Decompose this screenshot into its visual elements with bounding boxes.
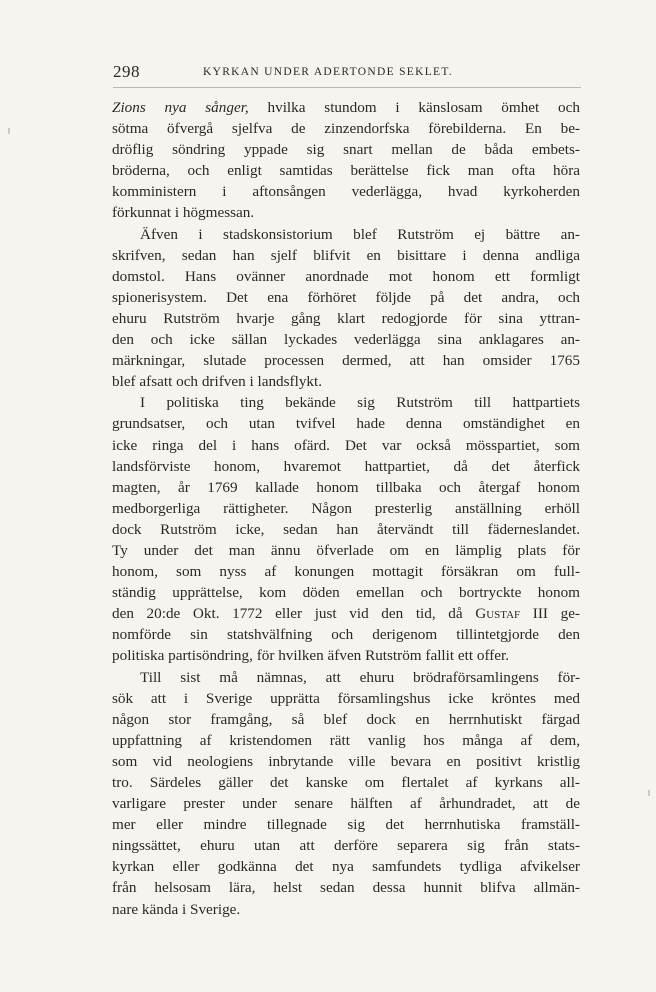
scan-speck	[8, 128, 10, 134]
text-line: icke ringa del i hans ofärd. Det var också mösspartiet, som	[112, 436, 580, 454]
text-line: sök att i Sverige upprätta församlingshus icke kröntes med	[112, 689, 580, 707]
text-line: blef afsatt och drifven i landsflykt.	[112, 373, 323, 391]
text-line: landsförviste honom, hvaremot hattpartiet, då det återfick	[112, 457, 580, 475]
scan-speck	[648, 790, 650, 796]
text-line: den 20:de Okt. 1772 eller just vid den tid, då Gustaf III ge-	[112, 605, 580, 623]
text-line: Zions nya sånger, hvilka stundom i känslosam ömhet och	[112, 99, 580, 116]
text-line: nomförde sin statshvälfning och derigenom tillintetgjorde den	[112, 626, 580, 644]
text-line: skrifven, sedan han sjelf blifvit en bisittare i denna andliga	[112, 246, 580, 264]
text-line: ningssättet, ehuru utan att derföre separera sig från stats-	[112, 837, 580, 855]
text-line: den och icke sällan lyckades vederlägga sina anklagares an-	[112, 331, 580, 349]
text-line: som vid neologiens inbrytande ville bevara en positivt kristlig	[112, 752, 580, 770]
text-line: förkunnat i högmessan.	[112, 204, 255, 222]
page-header	[113, 60, 583, 84]
text-line: honom, som nyss af konungen mottagit försäkran om full-	[112, 563, 580, 581]
text-line: dock Rutström icke, sedan han återvändt till fäderneslandet.	[112, 520, 580, 538]
text-line: nare kända i Sverige.	[112, 900, 241, 918]
text-line: politiska partisöndring, för hvilken äfven Rutström fallit ett offer.	[112, 647, 510, 665]
text-line: Ty under det man ännu öfverlade om en lämplig plats för	[112, 541, 580, 559]
body-text	[112, 97, 580, 920]
text-line: dröflig söndring yppade sig snart mellan de båda embets-	[112, 141, 580, 159]
text-line: komministern i aftonsången vederlägga, hvad kyrkoherden	[112, 183, 580, 201]
text-line: domstol. Hans ovänner anordnade mot honom ett formligt	[112, 267, 580, 285]
text-line: Till sist må nämnas, att ehuru brödraförsamlingens för-	[140, 668, 580, 686]
running-head: KYRKAN UNDER ADERTONDE SEKLET.	[203, 66, 453, 78]
text-line: magten, år 1769 kallade honom tillbaka och återgaf honom	[112, 478, 580, 496]
text-line: spionerisystem. Det ena förhöret följde på det andra, och	[112, 288, 580, 306]
page-number: 298	[113, 62, 140, 81]
text-line: någon stor framgång, så blef dock en herrnhutiskt färgad	[112, 710, 580, 728]
text-line: uppfattning af kristendomen rätt vanlig hos många af dem,	[112, 731, 580, 749]
text-line: ständig upprättelse, kom döden emellan och bortryckte honom	[112, 584, 580, 602]
text-line: ehuru Rutström hvarje gång klart redogjorde för sina yttran-	[112, 309, 580, 327]
text-line: medborgerliga rättigheter. Någon presterlig anställning erhöll	[112, 499, 580, 517]
text-line: tro. Särdeles gäller det kanske om flertalet af kyrkans all-	[112, 774, 580, 791]
text-line: bröderna, och enligt samtidas berättelse fick man ofta höra	[112, 162, 580, 180]
text-line: från helsosam lära, helst sedan dessa hunnit blifva allmän-	[112, 879, 580, 897]
king-name: Gustaf	[475, 605, 521, 623]
text-line: mer eller mindre tillegnade sig det herrnhutiska framställ-	[112, 816, 580, 834]
text-line: varligare prester under senare hälften af århundradet, att de	[112, 795, 580, 813]
text-line: Äfven i stadskonsistorium blef Rutström ej bättre an-	[140, 225, 580, 243]
text-line: grundsatser, och utan tvifvel hade denna omständighet en	[112, 415, 580, 433]
header-rule	[113, 87, 581, 88]
book-title: Zions nya sånger,	[112, 99, 249, 116]
text-line: sötma öfvergå sjelfva de zinzendorfska förebilderna. En be-	[112, 120, 580, 138]
text-line: märkningar, slutade processen dermed, att han omsider 1765	[112, 352, 580, 370]
text-line: I politiska ting bekände sig Rutström till hattpartiets	[140, 394, 580, 412]
text-line: kyrkan eller godkänna det nya samfundets tydliga afvikelser	[112, 858, 580, 876]
